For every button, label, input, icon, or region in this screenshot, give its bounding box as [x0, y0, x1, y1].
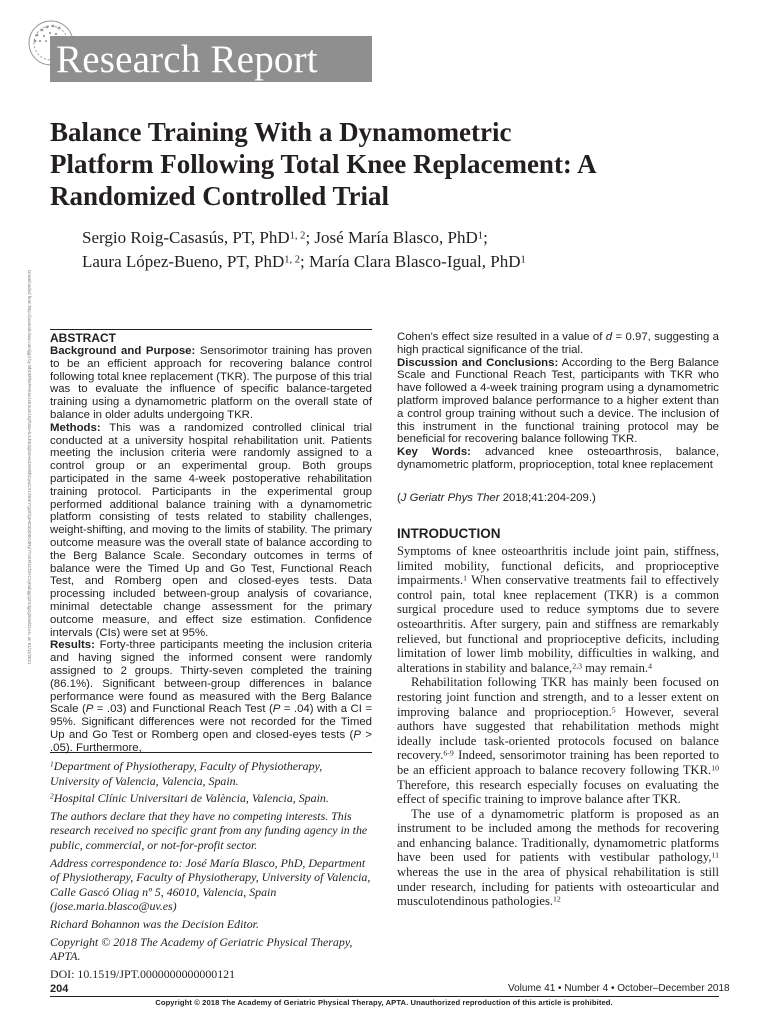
download-note: Downloaded from http://journals.lww.com/jgpt by BhDMf5ePHKav1zEoum1tQfN4a+kJLhEZgbsIHo4XMi0hCywCX1AWnYQp/IlQrHD3i3D0OdRyi7TvSFl4Cf3VC1y0abggQZXdgGj2MwlZLeI= on 01/11/2021 — [27, 270, 32, 665]
title-line: Platform Following Total Knee Replacement: A — [50, 149, 597, 179]
journal-name: J Geriatr Phys Ther — [400, 492, 500, 504]
footnote-text: Department of Physiotherapy, Faculty of Physiotherapy, University of Valencia, Valencia, Spain. — [50, 759, 323, 788]
author-separator: ; — [483, 228, 488, 247]
issue-info: Volume 41 • Number 4 • October–December 2018 — [508, 983, 730, 994]
author-name: José María Blasco, PhD — [314, 228, 478, 247]
citation-text: ( — [397, 492, 401, 504]
author-separator: ; — [305, 228, 315, 247]
paragraph-text: Symptoms of knee osteoarthritis include joint pain, stiffness, limited mobility, functional deficits, and proprioceptive impairments. — [397, 544, 719, 588]
paragraph-text: may remain. — [581, 660, 649, 675]
paragraph-text: Indeed, sensorimotor training has been reported to be an efficient approach to balance recovery following TKR. — [397, 748, 719, 777]
page-number: 204 — [50, 983, 69, 995]
reference-marker: 12 — [553, 894, 561, 904]
abstract-methods — [50, 422, 372, 640]
section-banner-label: Research Report — [56, 38, 318, 81]
author-line — [82, 226, 722, 250]
abstract-results-continued — [397, 331, 719, 357]
paragraph-text: However, several authors have suggested that rehabilitation methods might ideally include task-oriented protocols focused on balance recovery. — [397, 704, 719, 763]
author-name: Sergio Roig-Casasús, PT, PhD — [82, 228, 290, 247]
author-separator: ; — [300, 252, 309, 271]
footnote-affiliation — [50, 759, 372, 788]
reference-marker: 11 — [711, 850, 719, 860]
reference-marker: 10 — [711, 763, 719, 773]
abstract-discussion — [397, 357, 719, 447]
affiliation-marker: 1 — [50, 759, 54, 769]
affiliation-marker: 2 — [50, 791, 54, 801]
stat-symbol: P — [353, 728, 361, 741]
footnote-divider — [50, 752, 372, 753]
section-text: Cohen's effect size resulted in a value of — [397, 331, 606, 343]
reference-marker: 1 — [463, 573, 468, 583]
paragraph-text: The use of a dynamometric platform is proposed as an instrument to be included among the methods for recovering and enhancing balance. Traditionally, dynamometric platforms have been used for patients with vestibular pathology, — [397, 806, 719, 865]
stat-symbol: P — [85, 703, 94, 716]
author-name: María Clara Blasco-Igual, PhD — [309, 252, 521, 271]
section-text: According to the Berg Balance Scale and Functional Reach Test, participants with TKR who have followed a 4-week training program using a dynamometric platform improved balance performance to a higher extent than a control group training without such a device. The inclusion of this instrument in the functional training protocol may be beneficial for recovering balance following TKR. — [397, 356, 719, 446]
title-line: Randomized Controlled Trial — [50, 181, 390, 211]
affiliation-marker: 1, 2 — [284, 254, 301, 266]
paragraph — [397, 807, 719, 909]
section-text: Forty-three participants meeting the inclusion criteria and having signed the informed consent were randomly assigned to 2 groups. Thirty-seven completed the training (86.1%). Significant between-group differences in balance performance were found as measured with the Berg Balance Scale ( — [50, 639, 372, 716]
section-label: Background and Purpose: — [50, 345, 196, 357]
footnote-competing-interests: The authors declare that they have no competing interests. This research received no specific grant from any funding agency in the public, commercial, or not-for-profit sector. — [50, 808, 368, 852]
abstract-background — [50, 345, 372, 422]
section-text: This was a randomized controlled clinical trial conducted at a university hospital rehabilitation unit. Patients meeting the inclusion criteria were randomly assigned to a control group or an experimental group. Both groups participated in the same 4-week postoperative rehabilitation training protocol. Participants in the experimental group performed additional balance training with a dynamometric platform consisting of tests related to stability challenges, weight-shifting, and moving to the limits of stability. The primary outcome measure was the overall state of balance according to the Berg Balance Scale. Secondary outcomes in terms of balance were the Timed Up and Go Test, Functional Reach Test, and Romberg open and closed-eyes tests. Data processing included between-group analysis of covariance, minimal detectable change assessment for the primary outcome measure, and effect size estimation. Confidence intervals (CIs) were set at 95%. — [50, 421, 372, 639]
abstract-right-column — [397, 331, 719, 472]
author-name: Laura López-Bueno, PT, PhD — [82, 252, 285, 271]
abstract-heading: ABSTRACT — [50, 329, 372, 345]
article-title — [50, 116, 710, 212]
section-text: = .04) with a CI = 95%. Significant differences were not recorded for the Timed Up and Go Test or Romberg open and closed-eyes tests ( — [50, 703, 372, 741]
footnote-text: Hospital Clínic Universitari de València, Valencia, Spain. — [53, 791, 329, 806]
abstract-results — [50, 639, 372, 754]
footnote-editor: Richard Bohannon was the Decision Editor. — [50, 916, 259, 931]
paragraph — [397, 544, 719, 675]
paragraph-text: Therefore, this research especially focuses on evaluating the effect of specific training to improve balance after TKR. — [397, 777, 719, 807]
footnotes — [50, 759, 372, 984]
section-text: Sensorimotor training has proven to be an efficient approach for recovering balance control following total knee replacement (TKR). The purpose of this trial was to evaluate the influence of specific balance-targeted training using a dynamometric platform on the overall state of balance in older adults undergoing TKR. — [50, 345, 372, 421]
reference-marker: 6-9 — [443, 748, 454, 758]
copyright-notice: Copyright © 2018 The Academy of Geriatric Physical Therapy, APTA. Unauthorized reproduction of this article is prohibited. — [155, 998, 613, 1007]
paragraph-text: Rehabilitation following TKR has mainly been focused on restoring joint function and strength, and to a lesser extent on improving balance and proprioception. — [397, 675, 719, 719]
abstract-keywords — [397, 446, 719, 472]
reference-marker: 2,3 — [572, 661, 582, 671]
footnote-copyright: Copyright © 2018 The Academy of Geriatric Physical Therapy, APTA. — [50, 934, 353, 964]
section-label: Discussion and Conclusions: — [397, 356, 559, 369]
section-label: Key Words: — [397, 446, 471, 459]
stat-symbol: P — [272, 703, 281, 716]
citation-text: 2018;41:204-209.) — [499, 492, 596, 504]
introduction-body — [397, 544, 719, 909]
affiliation-marker: 1 — [520, 254, 526, 266]
section-text: advanced knee osteoarthrosis, balance, dynamometric platform, proprioception, total knee replacement — [397, 446, 719, 471]
title-line: Balance Training With a Dynamometric — [50, 117, 512, 147]
section-text: > .05). Furthermore, — [50, 728, 372, 754]
affiliation-marker: 1 — [477, 230, 484, 242]
reference-marker: 5 — [611, 705, 616, 715]
section-text: = .03) and Functional Reach Test ( — [93, 703, 273, 716]
author-list — [82, 226, 722, 274]
stat-symbol: d — [605, 331, 613, 343]
affiliation-marker: 1, 2 — [289, 230, 306, 242]
paragraph-text: When conservative treatments fail to effectively control pain, total knee replacement (TKR) is a common surgical procedure used to reduce symptoms due to severe osteoarthritis. After surgery, pain and stiffness are remarkably relieved, but functional and proprioceptive deficits, including limitation of lower limb mobility, difficulties in walking, and alterations in stability and balance, — [397, 573, 719, 675]
section-label: Results: — [50, 639, 95, 652]
doi: DOI: 10.1519/JPT.0000000000000121 — [50, 966, 236, 981]
footer-divider — [50, 996, 719, 997]
journal-citation — [397, 491, 719, 505]
section-text: = 0.97, suggesting a high practical significance of the trial. — [397, 331, 720, 356]
abstract-left-column — [50, 329, 372, 755]
section-label: Methods: — [50, 421, 101, 434]
paragraph — [397, 675, 719, 806]
footnote-affiliation — [50, 791, 372, 806]
introduction-heading: INTRODUCTION — [397, 526, 501, 541]
footnote-correspondence: Address correspondence to: José María Blasco, PhD, Department of Physiotherapy, Faculty of Physiotherapy, University of Valencia, Calle Gascó Oliag nº 5, 46010, Valencia, Spain (jose.maria.blasco@uv.es) — [50, 855, 371, 914]
paragraph-text: whereas the use in the area of physical rehabilitation is still under research, including for patients with osteoarticular and musculotendinous pathologies. — [397, 865, 719, 909]
author-line — [82, 250, 722, 274]
reference-marker: 4 — [648, 661, 652, 671]
